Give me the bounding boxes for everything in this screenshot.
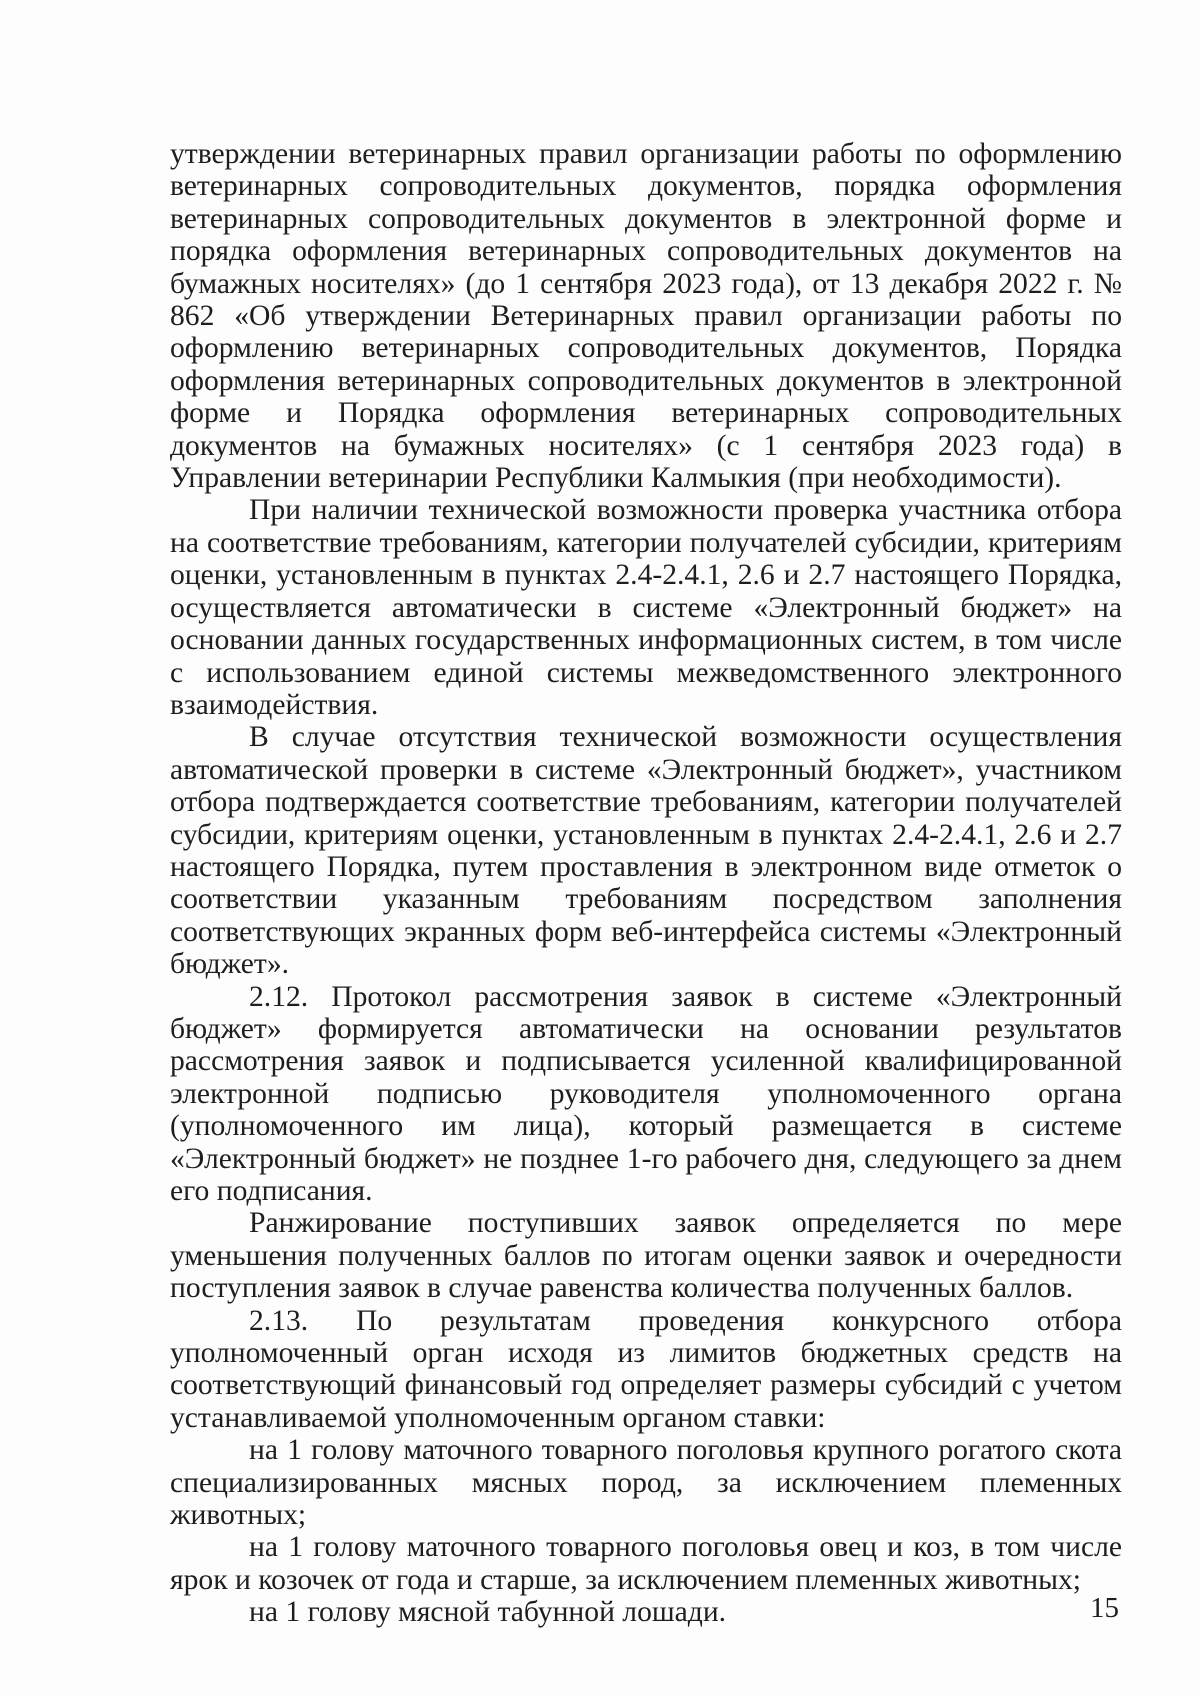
paragraph-clause-2-12: 2.12. Протокол рассмотрения заявок в системе «Электронный бюджет» формируется автоматически на основании результатов рассмотрения заявок и подписывается усиленной квалифицированной электронной подписью руководителя уполномоченного органа (уполномоченного им лица), который размещается в системе «Электронный бюджет» не позднее 1-го рабочего дня, следующего за днем его подписания. <box>170 980 1122 1207</box>
paragraph-auto-check: При наличии технической возможности проверка участника отбора на соответствие требованиям, категории получателей субсидии, критериям оценки, установленным в пунктах 2.4-2.4.1, 2.6 и 2.7 настоящего Порядка, осуществляется автоматически в системе «Электронный бюджет» на основании данных государственных информационных систем, в том числе с использованием единой системы межведомственного электронного взаимодействия. <box>170 494 1122 721</box>
list-item-rate-cattle: на 1 голову маточного товарного поголовья крупного рогатого скота специализированных мясных пород, за исключением племенных животных; <box>170 1434 1122 1532</box>
list-item-rate-horse: на 1 голову мясной табунной лошади. <box>249 1596 727 1629</box>
paragraph-clause-2-13: 2.13. По результатам проведения конкурсного отбора уполномоченный орган исходя из лимитов бюджетных средств на соответствующий финансовый год определяет размеры субсидий с учетом устанавливаемой уполномоченным органом ставки: <box>170 1304 1122 1434</box>
paragraph-ranking: Ранжирование поступивших заявок определяется по мере уменьшения полученных баллов по итогам оценки заявок и очередности поступления заявок в случае равенства количества полученных баллов. <box>170 1207 1122 1305</box>
paragraph-manual-check: В случае отсутствия технической возможности осуществления автоматической проверки в системе «Электронный бюджет», участником отбора подтверждается соответствие требованиям, категории получателей субсидии, критериям оценки, установленным в пунктах 2.4-2.4.1, 2.6 и 2.7 настоящего Порядка, путем проставления в электронном виде отметок о соответствии указанным требованиям посредством заполнения соответствующих экранных форм веб-интерфейса системы «Электронный бюджет». <box>170 721 1122 981</box>
list-item-rate-sheep-goats: на 1 голову маточного товарного поголовья овец и коз, в том числе ярок и козочек от года и старше, за исключением племенных животных; <box>170 1531 1122 1596</box>
document-body <box>170 138 1122 1629</box>
paragraph-continuation: утверждении ветеринарных правил организации работы по оформлению ветеринарных сопроводительных документов, порядка оформления ветеринарных сопроводительных документов в электронной форме и порядка оформления ветеринарных сопроводительных документов на бумажных носителях» (до 1 сентября 2023 года), от 13 декабря 2022 г. № 862 «Об утверждении Ветеринарных правил организации работы по оформлению ветеринарных сопроводительных документов, Порядка оформления ветеринарных сопроводительных документов в электронной форме и Порядка оформления ветеринарных сопроводительных документов на бумажных носителях» (с 1 сентября 2023 года) в Управлении ветеринарии Республики Калмыкия (при необходимости). <box>170 138 1122 495</box>
page-number: 15 <box>1090 1592 1119 1624</box>
